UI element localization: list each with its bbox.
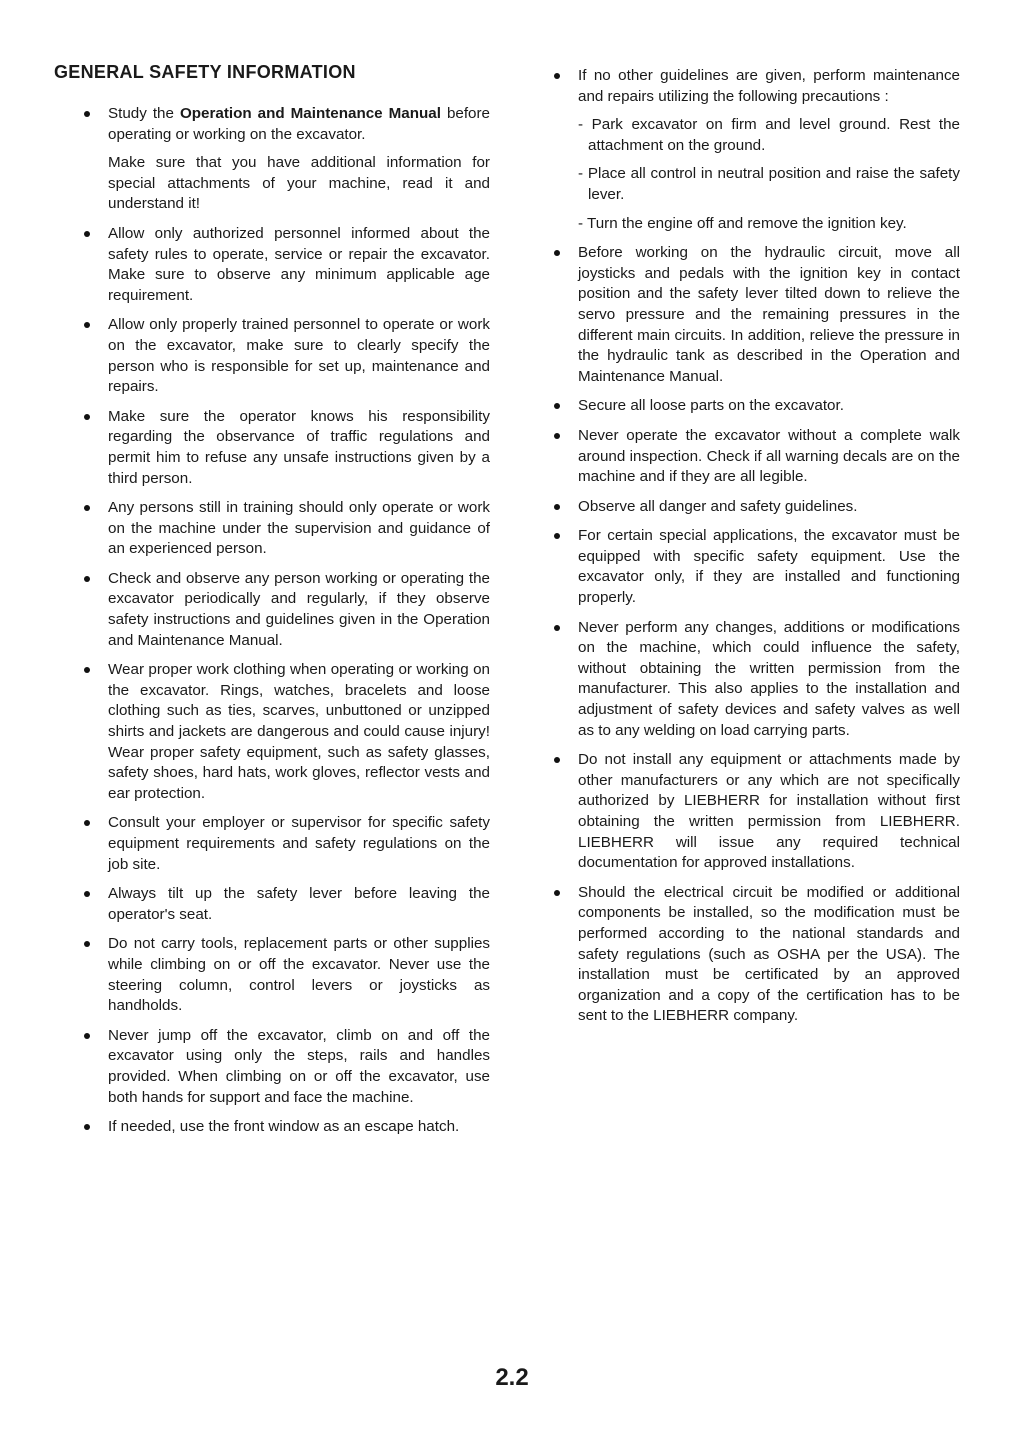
bullet-icon — [84, 1033, 90, 1039]
right-safety-list — [548, 66, 960, 1027]
paragraph-text: Never jump off the excavator, climb on and off the excavator using only the steps, rails and handles provided. When climbing on or off the excavator, use both hands for support and face the machine. — [108, 1026, 490, 1106]
bullet-icon — [554, 533, 560, 539]
bullet-icon — [554, 504, 560, 510]
safety-item — [78, 315, 490, 397]
precaution-subitem: - Park excavator on firm and level ground. Rest the attachment on the ground. — [578, 116, 960, 154]
safety-item — [78, 813, 490, 875]
item-paragraph: For certain special applications, the excavator must be equipped with specific safety equipment. Use the excavator only, if they are installed and functioning properly. — [578, 527, 960, 607]
safety-item — [78, 104, 490, 215]
section-heading: GENERAL SAFETY INFORMATION — [54, 62, 356, 82]
item-paragraph — [108, 224, 490, 306]
paragraph-text: Study the — [108, 105, 180, 122]
safety-item — [78, 224, 490, 306]
item-paragraph — [108, 569, 490, 651]
paragraph-text: Make sure the operator knows his responsibility regarding the observance of traffic regulations and permit him to refuse any unsafe instructions given by a third person. — [108, 407, 490, 487]
safety-item — [548, 66, 960, 234]
safety-item — [78, 1026, 490, 1108]
safety-item — [548, 497, 960, 518]
right-column — [548, 66, 960, 1036]
bullet-icon — [554, 403, 560, 409]
safety-item — [548, 883, 960, 1027]
item-paragraph — [108, 660, 490, 804]
safety-item — [548, 526, 960, 608]
paragraph-text: Check and observe any person working or operating the excavator periodically and regularly, if they observe safety instructions and guidelines given in the Operation and Maintenance Manual. — [108, 569, 490, 649]
paragraph-text: Do not carry tools, replacement parts or other supplies while climbing on or off the excavator. Never use the steering column, control levers or joysticks as handholds. — [108, 935, 490, 1015]
item-paragraph — [108, 934, 490, 1016]
bullet-icon — [554, 625, 560, 631]
bullet-icon — [84, 231, 90, 237]
safety-item — [78, 569, 490, 651]
bullet-icon — [84, 941, 90, 947]
safety-item — [548, 426, 960, 488]
item-paragraph: Observe all danger and safety guidelines. — [578, 497, 858, 515]
safety-item — [78, 660, 490, 804]
safety-item — [78, 407, 490, 489]
safety-item — [78, 1117, 490, 1138]
bullet-icon — [554, 757, 560, 763]
bullet-icon — [84, 667, 90, 673]
bullet-icon — [84, 322, 90, 328]
item-paragraph — [108, 407, 490, 489]
item-paragraph: Before working on the hydraulic circuit, move all joysticks and pedals with the ignition key in contact position and the safety lever tilted down to relieve the servo pressure and the remaining pressures in the different main circuits. In addition, relieve the pressure in the hydraulic tank as described in the Operation and Maintenance Manual. — [578, 244, 960, 385]
item-paragraph — [108, 1026, 490, 1108]
left-column — [78, 104, 490, 1147]
bullet-icon — [554, 73, 560, 79]
item-paragraph — [108, 498, 490, 560]
left-safety-list — [78, 104, 490, 1138]
safety-item — [548, 618, 960, 742]
manual-title-text: Operation and Maintenance Manual — [179, 105, 441, 122]
precaution-subitem: - Turn the engine off and remove the ignition key. — [578, 214, 907, 232]
item-paragraph — [108, 104, 490, 145]
item-paragraph: If no other guidelines are given, perform maintenance and repairs utilizing the following precautions : — [578, 67, 960, 105]
bullet-icon — [84, 1124, 90, 1130]
safety-item — [548, 243, 960, 387]
item-paragraph: Never operate the excavator without a complete walk around inspection. Check if all warning decals are on the machine and if they are all legible. — [578, 426, 960, 486]
item-paragraph — [108, 1117, 490, 1138]
bullet-icon — [84, 576, 90, 582]
bullet-icon — [84, 414, 90, 420]
safety-item — [78, 498, 490, 560]
safety-item — [548, 750, 960, 874]
bullet-icon — [84, 820, 90, 826]
item-paragraph — [108, 813, 490, 875]
bullet-icon — [554, 890, 560, 896]
bullet-icon — [84, 111, 90, 117]
item-paragraph — [108, 884, 490, 925]
bullet-icon — [554, 433, 560, 439]
precaution-subitem: - Place all control in neutral position and raise the safety lever. — [578, 165, 960, 203]
bullet-icon — [84, 505, 90, 511]
paragraph-text: Always tilt up the safety lever before leaving the operator's seat. — [108, 885, 490, 923]
page-number: 2.2 — [495, 1364, 529, 1391]
paragraph-text: Wear proper work clothing when operating or working on the excavator. Rings, watches, bracelets and loose clothing such as ties, scarves, unbuttoned or unzipped shirts and jackets are dangerous and could cause injury! Wear proper safety equipment, such as safety glasses, safety shoes, hard hats, work gloves, reflector vests and ear protection. — [108, 661, 490, 802]
safety-item — [548, 396, 960, 417]
item-paragraph: Should the electrical circuit be modified or additional components be installed, so the modification must be performed according to the national standards and safety regulations (such as OSHA per the USA). The installation must be certificated by an approved organization and a copy of the certification has to be sent to the LIEBHERR company. — [578, 883, 960, 1025]
item-paragraph: Secure all loose parts on the excavator. — [578, 397, 844, 415]
item-paragraph — [108, 153, 490, 215]
paragraph-text: If needed, use the front window as an escape hatch. — [108, 1118, 460, 1136]
item-paragraph: Do not install any equipment or attachments made by other manufacturers or any which are not specifically authorized by LIEBHERR for installation without first obtaining the written permission from LIEBHERR. LIEBHERR will issue any required technical documentation for approved installations. — [578, 751, 960, 872]
item-paragraph — [108, 315, 490, 397]
bullet-icon — [84, 891, 90, 897]
paragraph-text: Consult your employer or supervisor for specific safety equipment requirements and safety regulations on the job site. — [108, 814, 490, 873]
paragraph-text: Allow only properly trained personnel to operate or work on the excavator, make sure to clearly specify the person who is responsible for set up, maintenance and repairs. — [108, 316, 490, 396]
paragraph-text: before operating or working on the excavator. — [108, 105, 491, 143]
paragraph-text: Allow only authorized personnel informed about the safety rules to operate, service or repair the excavator. Make sure to observe any minimum applicable age requirement. — [108, 224, 490, 304]
paragraph-text: Make sure that you have additional information for special attachments of your machine, read it and understand it! — [108, 154, 490, 213]
item-paragraph: Never perform any changes, additions or modifications on the machine, which could influence the safety, without obtaining the written permission from the manufacturer. This also applies to the installation and adjustment of safety devices and safety valves as well as to any welding on load carrying parts. — [578, 618, 960, 739]
safety-item — [78, 934, 490, 1016]
bullet-icon — [554, 250, 560, 256]
safety-item — [78, 884, 490, 925]
paragraph-text: Any persons still in training should only operate or work on the machine under the supervision and guidance of an experienced person. — [108, 499, 490, 558]
